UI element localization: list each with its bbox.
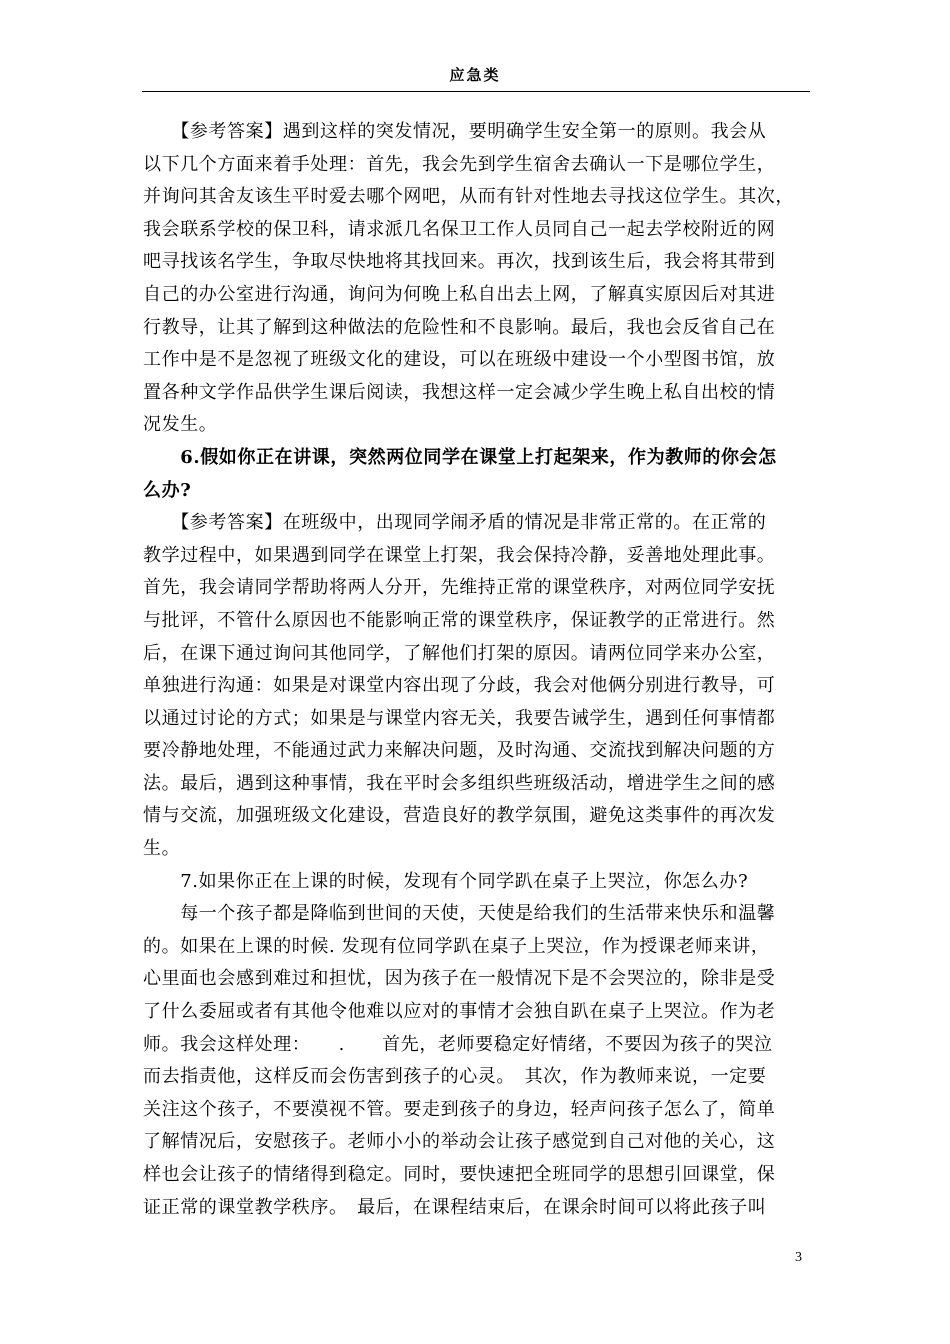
- text-line: 法。最后，遇到这种事情，我在平时会多组织些班级活动，增进学生之间的感: [143, 772, 776, 794]
- text-line: 自己的办公室进行沟通，询问为何晚上私自出去上网，了解真实原因后对其进: [143, 283, 776, 305]
- text-line: 要冷静地处理，不能通过武力来解决问题，及时沟通、交流找到解决问题的方: [143, 740, 776, 762]
- text-line: 关注这个孩子，不要漠视不管。要走到孩子的身边，轻声问孩子怎么了，简单: [143, 1098, 776, 1120]
- page-number: 3: [795, 1250, 802, 1265]
- question-line: 么办?: [143, 479, 192, 501]
- document-body: [143, 116, 813, 1224]
- text-line: 吧寻找该名学生，争取尽快地将其找回来。再次，找到该生后，我会将其带到: [143, 251, 776, 273]
- text-line: 首先，我会请同学帮助将两人分开，先维持正常的课堂秩序，对两位同学安抚: [143, 577, 776, 599]
- text-line: 师。我会这样处理： . 首先，老师要稳定好情绪，不要因为孩子的哭泣: [143, 1033, 773, 1055]
- text-line: 样也会让孩子的情绪得到稳定。同时，要快速把全班同学的思想引回课堂，保: [143, 1164, 776, 1185]
- text-line: 我会联系学校的保卫科，请求派几名保卫工作人员同自己一起去学校附近的网: [143, 218, 776, 240]
- page-header-title: 应急类: [449, 66, 501, 84]
- text-line: 【参考答案】在班级中，出现同学闹矛盾的情况是非常正常的。在正常的: [143, 512, 767, 534]
- text-line: 情与交流，加强班级文化建设，营造良好的教学氛围，避免这类事件的再次发: [143, 805, 776, 827]
- text-line: 并询问其舍友该生平时爱去哪个网吧，从而有针对性地去寻找这位学生。其次，: [143, 186, 794, 208]
- text-line: 证正常的课堂教学秩序。 最后，在课程结束后，在课余时间可以将此孩子叫: [143, 1196, 767, 1218]
- question-line: 6.假如你正在讲课，突然两位同学在课堂上打起架来，作为教师的你会怎: [143, 446, 777, 468]
- text-line: 【参考答案】遇到这样的突发情况，要明确学生安全第一的原则。我会从: [143, 121, 767, 142]
- text-line: 而去指责他，这样反而会伤害到孩子的心灵。 其次，作为教师来说，一定要: [143, 1066, 767, 1088]
- text-line: 的。如果在上课的时候. 发现有位同学趴在桌子上哭泣，作为授课老师来讲，: [143, 935, 770, 957]
- text-line: 了解情况后，安慰孩子。老师小小的举动会让孩子感觉到自己对他的关心，这: [143, 1131, 776, 1153]
- text-line: 以下几个方面来着手处理：首先，我会先到学生宿舍去确认一下是哪位学生，: [143, 153, 776, 175]
- text-line: 了什么委屈或者有其他令他难以应对的事情才会独自趴在桌子上哭泣。作为老: [143, 1001, 776, 1023]
- text-line: 教学过程中，如果遇到同学在课堂上打架，我会保持冷静，妥善地处理此事。: [143, 544, 776, 566]
- text-line: 生。: [143, 838, 181, 860]
- text-line: 况发生。: [143, 414, 218, 436]
- text-line: 心里面也会感到难过和担忧，因为孩子在一般情况下是不会哭泣的，除非是受: [143, 968, 776, 990]
- text-line: 每一个孩子都是降临到世间的天使，天使是给我们的生活带来快乐和温馨: [143, 903, 776, 925]
- header-divider: [142, 91, 810, 92]
- text-line: 7.如果你正在上课的时候，发现有个同学趴在桌子上哭泣，你怎么办?: [143, 870, 749, 892]
- text-line: 置各种文学作品供学生课后阅读，我想这样一定会减少学生晚上私自出校的情: [143, 381, 776, 403]
- text-line: 以通过讨论的方式；如果是与课堂内容无关，我要告诫学生，遇到任何事情都: [143, 707, 776, 729]
- text-line: 单独进行沟通：如果是对课堂内容出现了分歧，我会对他俩分别进行教导，可: [143, 675, 776, 697]
- text-line: 工作中是不是忽视了班级文化的建设，可以在班级中建设一个小型图书馆，放: [143, 349, 776, 371]
- text-line: 行教导，让其了解到这种做法的危险性和不良影响。最后，我也会反省自己在: [143, 316, 776, 338]
- text-line: 与批评，不管什么原因也不能影响正常的课堂秩序，保证教学的正常进行。然: [143, 609, 776, 631]
- text-line: 后，在课下通过询问其他同学，了解他们打架的原因。请两位同学来办公室，: [143, 642, 776, 664]
